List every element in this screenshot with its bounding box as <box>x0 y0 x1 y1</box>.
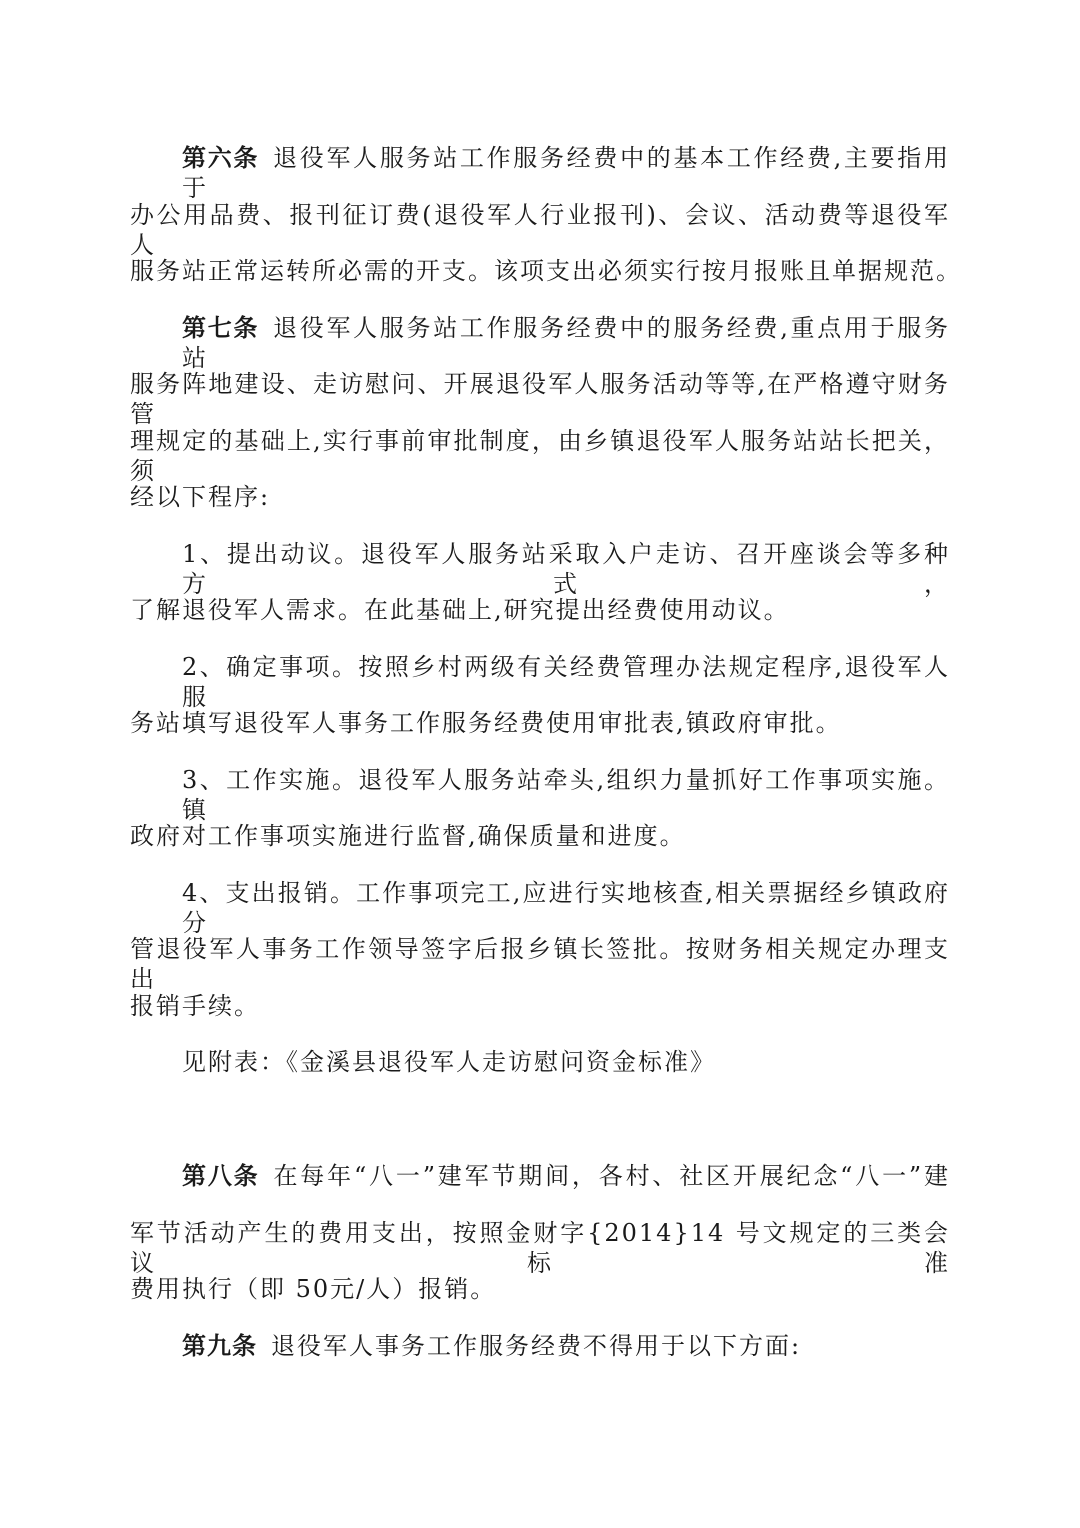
article-8-label: 第八条 <box>182 1161 260 1190</box>
article-6-text-1: 退役军人服务站工作服务经费中的基本工作经费,主要指用于 <box>182 144 950 202</box>
article-6-line-3: 服务站正常运转所必需的开支。该项支出必须实行按月报账且单据规范。 <box>130 257 962 285</box>
step-3-line-2: 政府对工作事项实施进行监督,确保质量和进度。 <box>130 822 686 850</box>
step-4-line-2: 管退役军人事务工作领导签字后报乡镇长签批。按财务相关规定办理支出 <box>130 935 950 993</box>
article-7-line-1 <box>182 313 950 372</box>
article-7-label: 第七条 <box>182 313 260 342</box>
step-4-line-3: 报销手续。 <box>130 992 260 1020</box>
step-4-line-1: 4、支出报销。工作事项完工,应进行实地核查,相关票据经乡镇政府分 <box>182 879 950 937</box>
article-7-text-1: 退役军人服务站工作服务经费中的服务经费,重点用于服务站 <box>182 314 950 372</box>
step-1-line-1: 1、提出动议。退役军人服务站采取入户走访、召开座谈会等多种方式， <box>182 540 950 598</box>
step-3-line-1: 3、工作实施。退役军人服务站牵头,组织力量抓好工作事项实施。镇 <box>182 766 950 824</box>
article-7-line-2: 服务阵地建设、走访慰问、开展退役军人服务活动等等,在严格遵守财务管 <box>130 370 950 428</box>
step-1-line-2: 了解退役军人需求。在此基础上,研究提出经费使用动议。 <box>130 596 790 624</box>
appendix-reference: 见附表：《金溪县退役军人走访慰问资金标准》 <box>182 1048 716 1076</box>
article-8-line-3: 费用执行（即 50元/人）报销。 <box>130 1275 497 1303</box>
article-8-line-2: 军节活动产生的费用支出，按照金财字{2014}14 号文规定的三类会议标准 <box>130 1219 950 1277</box>
article-8-line-1 <box>182 1161 950 1191</box>
article-9-label: 第九条 <box>182 1331 257 1360</box>
article-9-line-1 <box>182 1331 950 1361</box>
article-7-line-4: 经以下程序: <box>130 483 271 511</box>
article-6-line-1 <box>182 143 950 202</box>
step-2-line-1: 2、确定事项。按照乡村两级有关经费管理办法规定程序,退役军人服 <box>182 653 950 711</box>
step-2-line-2: 务站填写退役军人事务工作服务经费使用审批表,镇政府审批。 <box>130 709 842 737</box>
article-9-text-1: 退役军人事务工作服务经费不得用于以下方面: <box>271 1332 802 1360</box>
article-6-line-2: 办公用品费、报刊征订费(退役军人行业报刊)、会议、活动费等退役军人 <box>130 201 950 259</box>
article-7-line-3: 理规定的基础上,实行事前审批制度，由乡镇退役军人服务站站长把关，须 <box>130 427 950 485</box>
article-8-text-1: 在每年“八一”建军节期间，各村、社区开展纪念“八一”建 <box>273 1162 951 1190</box>
article-6-label: 第六条 <box>182 143 260 172</box>
